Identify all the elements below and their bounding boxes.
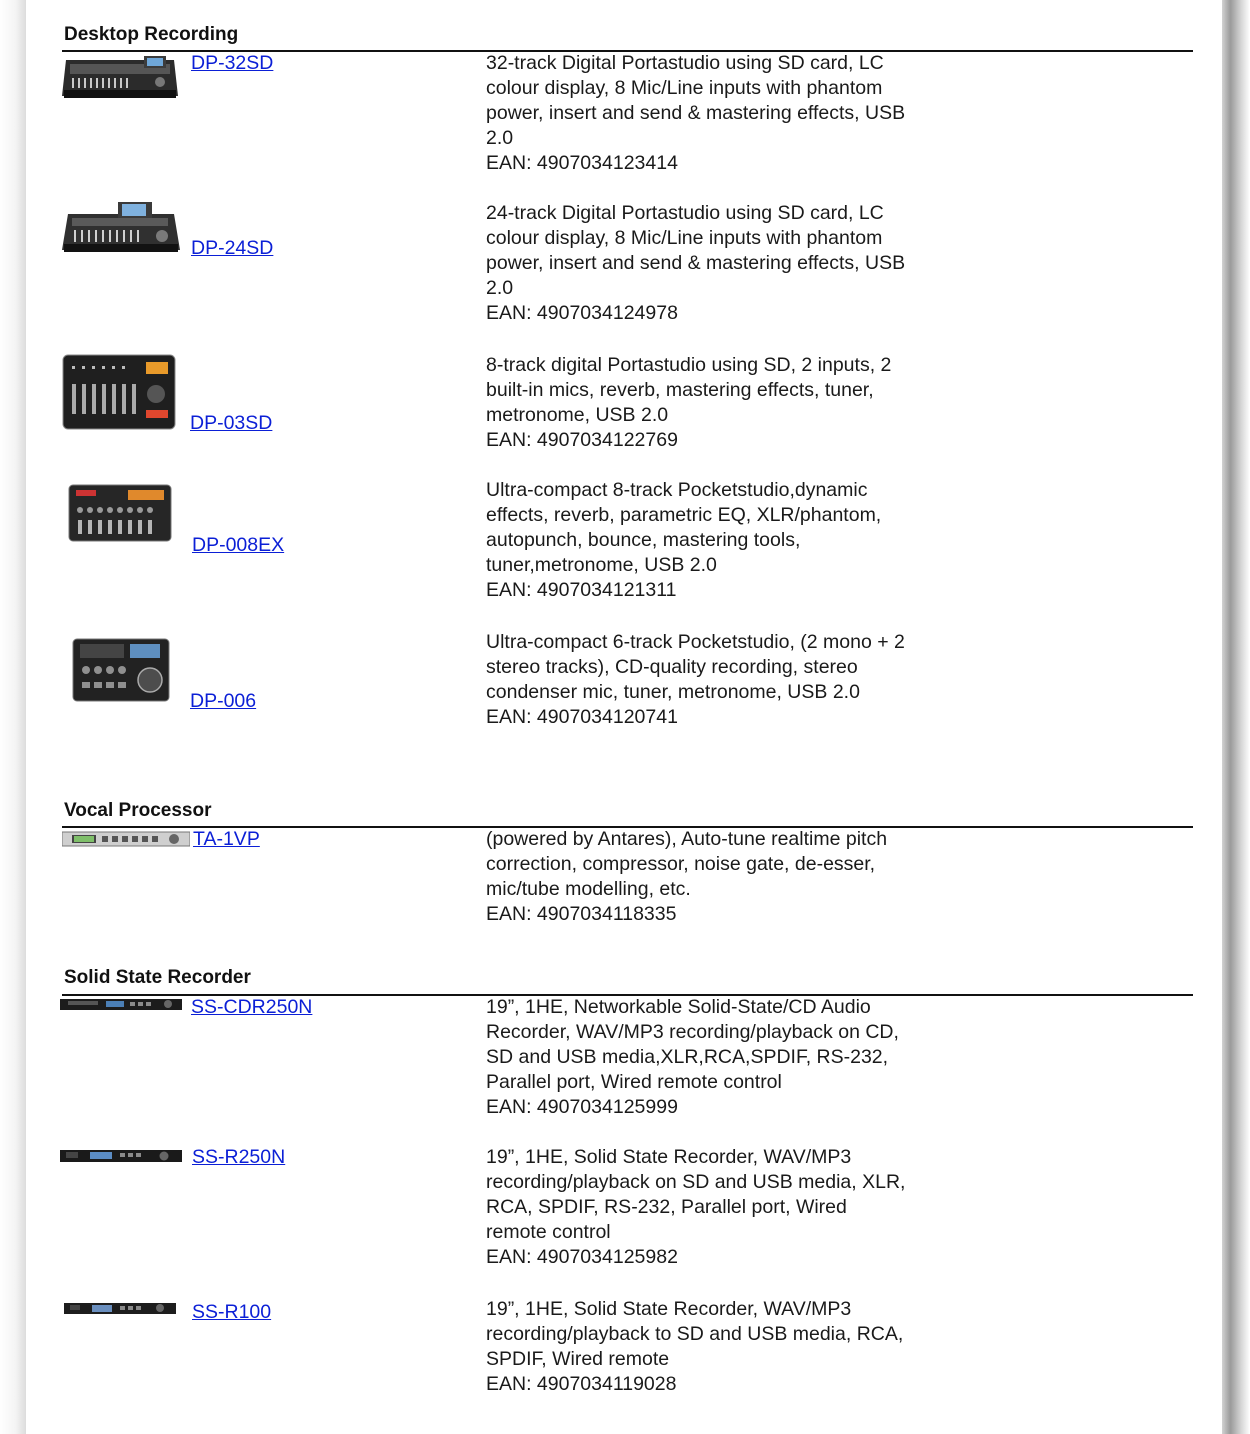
product-link-dp-006[interactable]: DP-006 <box>190 690 257 712</box>
description-line: correction, compressor, noise gate, de-esser, <box>486 853 876 875</box>
description-line: autopunch, bounce, mastering tools, <box>486 529 801 551</box>
description-line: colour display, 8 Mic/Line inputs with phantom <box>486 227 883 249</box>
dp-03sd-product-image <box>62 354 176 430</box>
ean-code: EAN: 4907034125999 <box>486 1096 678 1118</box>
description-line: 24-track Digital Portastudio using SD card, LC <box>486 202 884 224</box>
product-description-ss-cdr250n <box>486 995 926 1120</box>
description-line: 19”, 1HE, Solid State Recorder, WAV/MP3 <box>486 1146 852 1168</box>
ean-code: EAN: 4907034118335 <box>486 903 677 925</box>
dp-006-product-image <box>72 638 170 702</box>
description-line: 32-track Digital Portastudio using SD card, LC <box>486 52 884 74</box>
page-edge-left <box>0 0 26 1434</box>
product-link-dp-008ex[interactable]: DP-008EX <box>192 534 285 556</box>
description-line: built-in mics, reverb, mastering effects, tuner, <box>486 379 874 401</box>
description-line: SD and USB media,XLR,RCA,SPDIF, RS-232, <box>486 1046 889 1068</box>
description-line: Ultra-compact 8-track Pocketstudio,dynamic <box>486 479 868 501</box>
product-description-dp-03sd <box>486 353 926 453</box>
product-description-ss-r250n <box>486 1145 926 1270</box>
dp-32sd-product-image <box>60 52 180 102</box>
dp-24sd-product-image <box>60 200 182 256</box>
product-link-dp-24sd[interactable]: DP-24SD <box>191 237 274 259</box>
ean-code: EAN: 4907034124978 <box>486 302 678 324</box>
ean-code: EAN: 4907034122769 <box>486 429 678 451</box>
description-line: Recorder, WAV/MP3 recording/playback on CD, <box>486 1021 899 1043</box>
product-link-ta-1vp[interactable]: TA-1VP <box>193 828 260 850</box>
ta-1vp-product-image <box>62 830 190 848</box>
ean-code: EAN: 4907034123414 <box>486 152 678 174</box>
ss-cdr250n-product-image <box>60 996 182 1012</box>
description-line: SPDIF, Wired remote <box>486 1348 670 1370</box>
section-title-vocal-processor: Vocal Processor <box>64 800 212 821</box>
description-line: power, insert and send & mastering effects, USB <box>486 252 906 274</box>
description-line: metronome, USB 2.0 <box>486 404 669 426</box>
description-line: recording/playback to SD and USB media, RCA, <box>486 1323 904 1345</box>
document-page <box>26 0 1222 1434</box>
section-title-solid-state-recorder: Solid State Recorder <box>64 967 251 988</box>
description-line: (powered by Antares), Auto-tune realtime pitch <box>486 828 888 850</box>
product-description-dp-24sd <box>486 201 926 326</box>
product-description-ta-1vp <box>486 827 926 927</box>
description-line: power, insert and send & mastering effects, USB <box>486 102 906 124</box>
description-line: remote control <box>486 1221 611 1243</box>
product-description-dp-008ex <box>486 478 926 603</box>
description-line: 2.0 <box>486 277 514 299</box>
product-link-dp-32sd[interactable]: DP-32SD <box>191 52 274 74</box>
product-link-dp-03sd[interactable]: DP-03SD <box>190 412 273 434</box>
description-line: 19”, 1HE, Solid State Recorder, WAV/MP3 <box>486 1298 852 1320</box>
description-line: 19”, 1HE, Networkable Solid-State/CD Audio <box>486 996 871 1018</box>
description-line: Ultra-compact 6-track Pocketstudio, (2 mono + 2 <box>486 631 905 653</box>
description-line: 2.0 <box>486 127 514 149</box>
product-link-ss-r100[interactable]: SS-R100 <box>192 1301 272 1323</box>
description-line: RCA, SPDIF, RS-232, Parallel port, Wired <box>486 1196 847 1218</box>
ean-code: EAN: 4907034121311 <box>486 579 677 601</box>
description-line: effects, reverb, parametric EQ, XLR/phantom, <box>486 504 882 526</box>
ean-code: EAN: 4907034120741 <box>486 706 678 728</box>
description-line: 8-track digital Portastudio using SD, 2 inputs, 2 <box>486 354 892 376</box>
dp-008ex-product-image <box>68 484 172 542</box>
description-line: Parallel port, Wired remote control <box>486 1071 782 1093</box>
ss-r100-product-image <box>64 1300 176 1318</box>
description-line: tuner,metronome, USB 2.0 <box>486 554 717 576</box>
product-link-ss-cdr250n[interactable]: SS-CDR250N <box>191 996 313 1018</box>
description-line: stereo tracks), CD-quality recording, stereo <box>486 656 858 678</box>
description-line: recording/playback on SD and USB media, XLR, <box>486 1171 906 1193</box>
product-description-dp-006 <box>486 630 926 730</box>
ean-code: EAN: 4907034119028 <box>486 1373 677 1395</box>
description-line: colour display, 8 Mic/Line inputs with phantom <box>486 77 883 99</box>
description-line: mic/tube modelling, etc. <box>486 878 691 900</box>
product-description-dp-32sd <box>486 51 926 176</box>
ss-r250n-product-image <box>60 1146 182 1166</box>
description-line: condenser mic, tuner, metronome, USB 2.0 <box>486 681 860 703</box>
product-description-ss-r100 <box>486 1297 926 1397</box>
page-edge-right <box>1222 0 1250 1434</box>
ean-code: EAN: 4907034125982 <box>486 1246 678 1268</box>
product-link-ss-r250n[interactable]: SS-R250N <box>192 1146 286 1168</box>
section-title-desktop-recording: Desktop Recording <box>64 24 239 45</box>
